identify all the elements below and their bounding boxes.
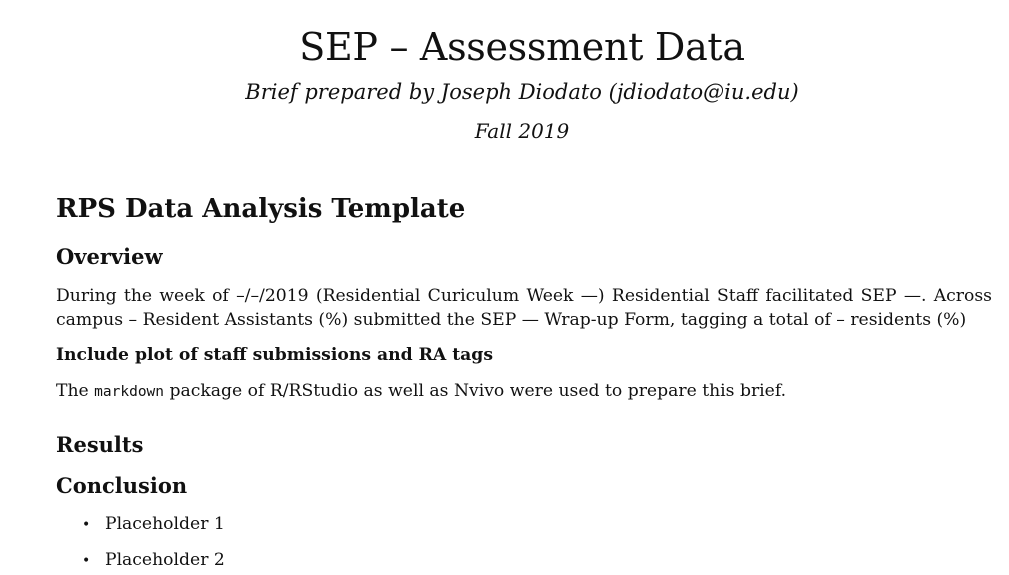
overview-paragraph-line-2: campus – Resident Assistants (%) submitted the SEP — Wrap-up Form, tagging a total of – residents (%) (56, 310, 967, 330)
conclusion-list (82, 512, 225, 575)
list-item (82, 512, 225, 537)
document-date: Fall 2019 (474, 119, 570, 143)
markdown-code: markdown (94, 384, 165, 400)
overview-paragraph-line-1: During the week of –/–/2019 (Residential Curiculum Week —) Residential Staff facilitated SEP —. Across (56, 286, 992, 306)
tools-paragraph (56, 379, 786, 404)
list-item-text: Placeholder 2 (105, 550, 225, 570)
bullet-icon: • (82, 517, 91, 533)
plot-note-heading: Include plot of staff submissions and RA tags (56, 345, 493, 365)
document-title: SEP – Assessment Data (299, 25, 745, 69)
list-item (82, 548, 225, 573)
conclusion-heading: Conclusion (56, 473, 188, 498)
document-author-line: Brief prepared by Joseph Diodato (jdiodato@iu.edu) (245, 80, 799, 104)
overview-paragraph (56, 284, 992, 332)
results-heading: Results (56, 432, 144, 457)
overview-heading: Overview (56, 244, 163, 269)
bullet-icon: • (82, 553, 91, 569)
section-heading: RPS Data Analysis Template (56, 194, 466, 224)
tools-prefix: The (56, 381, 95, 401)
tools-suffix: package of R/RStudio as well as Nvivo were used to prepare this brief. (164, 381, 787, 401)
list-item-text: Placeholder 1 (105, 514, 225, 534)
